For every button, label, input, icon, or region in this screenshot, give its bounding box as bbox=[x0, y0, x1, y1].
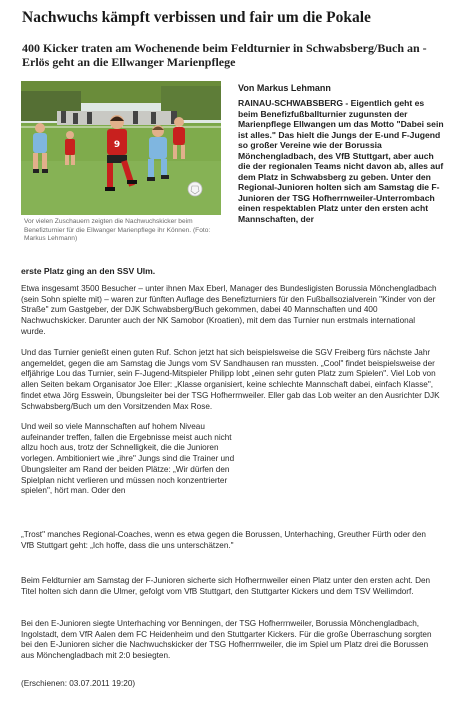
article-lead-end: erste Platz ging an den SSV Ulm. bbox=[21, 266, 156, 276]
article-paragraph: Beim Feldturnier am Samstag der F-Junioren sicherte sich Hofherrnweiler einen Platz unter den ersten acht. Den Titel holten sich dann die Ulmer, gefolgt vom VfB Stuttgart, den Stuttgarter Kickers und dem TSV Weilimdorf. bbox=[21, 576, 431, 596]
article-subtitle: 400 Kicker traten am Wochenende beim Feldturnier in Schwabsberg/Buch an - Erlös geht an die Ellwanger Marienpflege bbox=[22, 41, 427, 69]
shirt-number: 9 bbox=[113, 140, 121, 150]
article-paragraph: „Trost" manches Regional-Coaches, wenn es etwa gegen die Borussen, Unterhaching, Greuther Fürth oder den VfB Stuttgart geht: „Ich hoffe, dass die uns unterschätzen." bbox=[21, 530, 426, 550]
article-photo bbox=[21, 81, 221, 215]
article-paragraph: Etwa insgesamt 3500 Besucher – unter ihnen Max Eberl, Manager des Bundesligisten Borussia Mönchengladbach (sein Sohn spielte mit) – waren zur fünften Auflage des Benefizturniers für den Fußballsozialverein "Kinder von der Straße" zum Gastgeber, der DJK Schwabsberg/Buch gekommen, dabei 40 Mannschaften und 400 Nachwuchskicker. Darunter auch der NK Samobor (Kroatien), mit dem das Turnier nun erstmals international wurde. bbox=[21, 284, 437, 336]
article-paragraph: Bei den E-Junioren siegte Unterhaching vor Benningen, der TSG Hofherrnweiler, Borussia Mönchengladbach, Ingolstadt, dem VfR Aalen dem FC Heidenheim und den Stuttgarter Kickers. Für die große Überraschung sorgten bei den E-Junioren sicher die Nachwuchskicker der TSG Hofherrnweiler, die im Spiel um Platz drei die Borussen aus Mönchengladbach mit 2:0 besiegten. bbox=[21, 619, 432, 661]
photo-caption: Vor vielen Zuschauern zeigten die Nachwuchskicker beim Benefizturnier für die Ellwanger Marienpflege ihr Können. (Foto: Markus Lehmann) bbox=[24, 218, 211, 243]
publication-date: (Erschienen: 03.07.2011 19:20) bbox=[21, 679, 136, 688]
youth-football-photo bbox=[21, 81, 221, 215]
article-lead: RAINAU-SCHWABSBERG - Eigentlich geht es beim Benefizfußballturnier zugunsten der Marienpflege Ellwangen um das Motto "Dabei sein ist alles." Das hielt die Jungs der E-und F-Jugend so großer Vereine wie der Borussia Mönchengladbach, des VfB Stuttgart, aber auch die der regionalen Teams nicht davon ab, alles auf dem Platz in Schwabsberg zu geben. Unter den Regional-Junioren holten sich am Samstag die F-Junioren der TSG Hofherrnweiler-Unterrombach einen respektablen Platz unter den ersten acht Mannschaften, der bbox=[238, 98, 444, 224]
article-author: Von Markus Lehmann bbox=[238, 83, 331, 93]
article-paragraph: Und weil so viele Mannschaften auf hohem Niveau aufeinander treffen, fallen die Ergebnisse meist auch nicht allzu hoch aus, trotz der Schnelligkeit, die die Junioren vorlegen. Ambitioniert wie „ihre" Jungs sind die Trainer und Übungsleiter am Rand der beiden Plätze: „Wir dürfen den Spielplan nicht verlieren und müssen noch konzentrierter spielen", hört man. Oder den bbox=[21, 422, 235, 496]
article-title: Nachwuchs kämpft verbissen und fair um die Pokale bbox=[22, 9, 371, 26]
article-paragraph: Und das Turnier genießt einen guten Ruf. Schon jetzt hat sich beispielsweise die SGV Freiberg fürs nächste Jahr angemeldet, gegen die am Samstag die Jungs vom SV Sandhausen ran mussten. „Cool" findet beispielsweise der elfjährige Lou das Turnier, sein F-Jugend-Mitspieler Philipp lobt „einen sehr guten Platz zum Spielen". Viel Lob von allen Seiten bekam Organisator Joe Eller: „Klasse organisiert, keine schlechte Mannschaft dabei, einfach Klasse", findet etwa Jörg Esswein, Übungsleiter bei der TSG Hofherrnweiler. Eller gab das Lob weiter an den Ausrichter DJK Schwabsberg/Buch um den Vorsitzenden Max Rose. bbox=[21, 348, 440, 411]
